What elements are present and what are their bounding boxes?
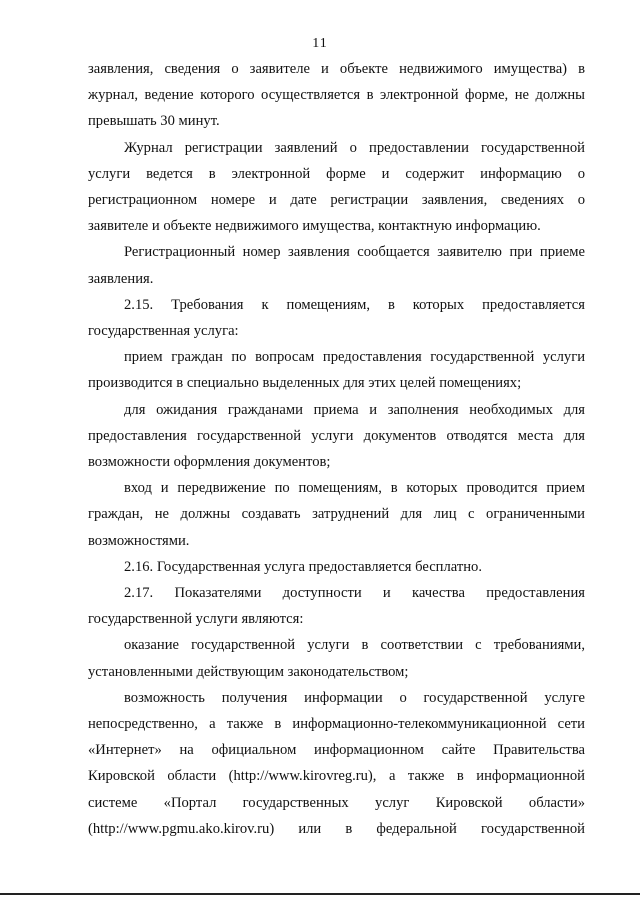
text-line: заявителе и объекте недвижимого имущества, контактную информацию. — [88, 218, 541, 235]
text-line: вход и передвижение по помещениям, в которых проводится прием — [124, 480, 585, 497]
text-line: возможности оформления документов; — [88, 454, 331, 471]
text-line: (http://www.pgmu.ako.kirov.ru) или в федеральной государственной — [88, 820, 585, 837]
text-line: Кировской области (http://www.kirovreg.ru), а также в информационной — [88, 768, 585, 785]
text-line: производится в специально выделенных для этих целей помещениях; — [88, 375, 522, 392]
paragraph — [88, 554, 585, 580]
text-line: для ожидания гражданами приема и заполнения необходимых для — [124, 401, 585, 418]
text-line: Регистрационный номер заявления сообщается заявителю при приеме — [124, 244, 585, 261]
paragraph — [88, 56, 585, 135]
paragraph — [88, 685, 585, 842]
page-bottom-rule — [0, 893, 640, 895]
text-line: заявления, сведения о заявителе и объекте недвижимого имущества) в — [88, 61, 585, 77]
text-line: граждан, не должны создавать затруднений для лиц с ограниченными — [88, 506, 585, 523]
paragraph — [88, 632, 585, 684]
text-line: оказание государственной услуги в соответствии с требованиями, — [124, 637, 585, 654]
text-line: возможностями. — [88, 532, 190, 549]
text-line: непосредственно, а также в информационно-телекоммуникационной сети — [88, 716, 585, 733]
text-line: регистрационном номере и дате регистрации заявления, сведениях о — [88, 192, 585, 209]
text-line: Журнал регистрации заявлений о предоставлении государственной — [124, 139, 585, 156]
document-body — [88, 56, 585, 842]
paragraph — [88, 292, 585, 344]
text-line: прием граждан по вопросам предоставления государственной услуги — [124, 349, 585, 366]
text-line: превышать 30 минут. — [88, 113, 220, 130]
paragraph — [88, 475, 585, 554]
paragraph — [88, 580, 585, 632]
text-line: предоставления государственной услуги документов отводятся места для — [88, 427, 585, 444]
text-line: государственная услуга: — [88, 323, 239, 340]
text-line: 2.16. Государственная услуга предоставляется бесплатно. — [124, 558, 483, 575]
paragraph — [88, 135, 585, 240]
text-line: заявления. — [88, 270, 154, 287]
text-line: 2.15. Требования к помещениям, в которых предоставляется — [124, 296, 585, 313]
paragraph — [88, 397, 585, 476]
text-line: услуги ведется в электронной форме и содержит информацию о — [88, 165, 585, 182]
text-line: возможность получения информации о государственной услуге — [124, 689, 585, 706]
text-line: 2.17. Показателями доступности и качества предоставления — [124, 585, 585, 602]
paragraph — [88, 344, 585, 396]
text-line: государственной услуги являются: — [88, 611, 304, 628]
text-line: «Интернет» на официальном информационном сайте Правительства — [88, 742, 585, 759]
text-line: журнал, ведение которого осуществляется в электронной форме, не должны — [88, 87, 585, 104]
text-line: установленными действующим законодательством; — [88, 663, 409, 680]
paragraph — [88, 239, 585, 291]
page-number: 11 — [312, 36, 328, 51]
text-line: системе «Портал государственных услуг Кировской области» — [88, 794, 585, 811]
